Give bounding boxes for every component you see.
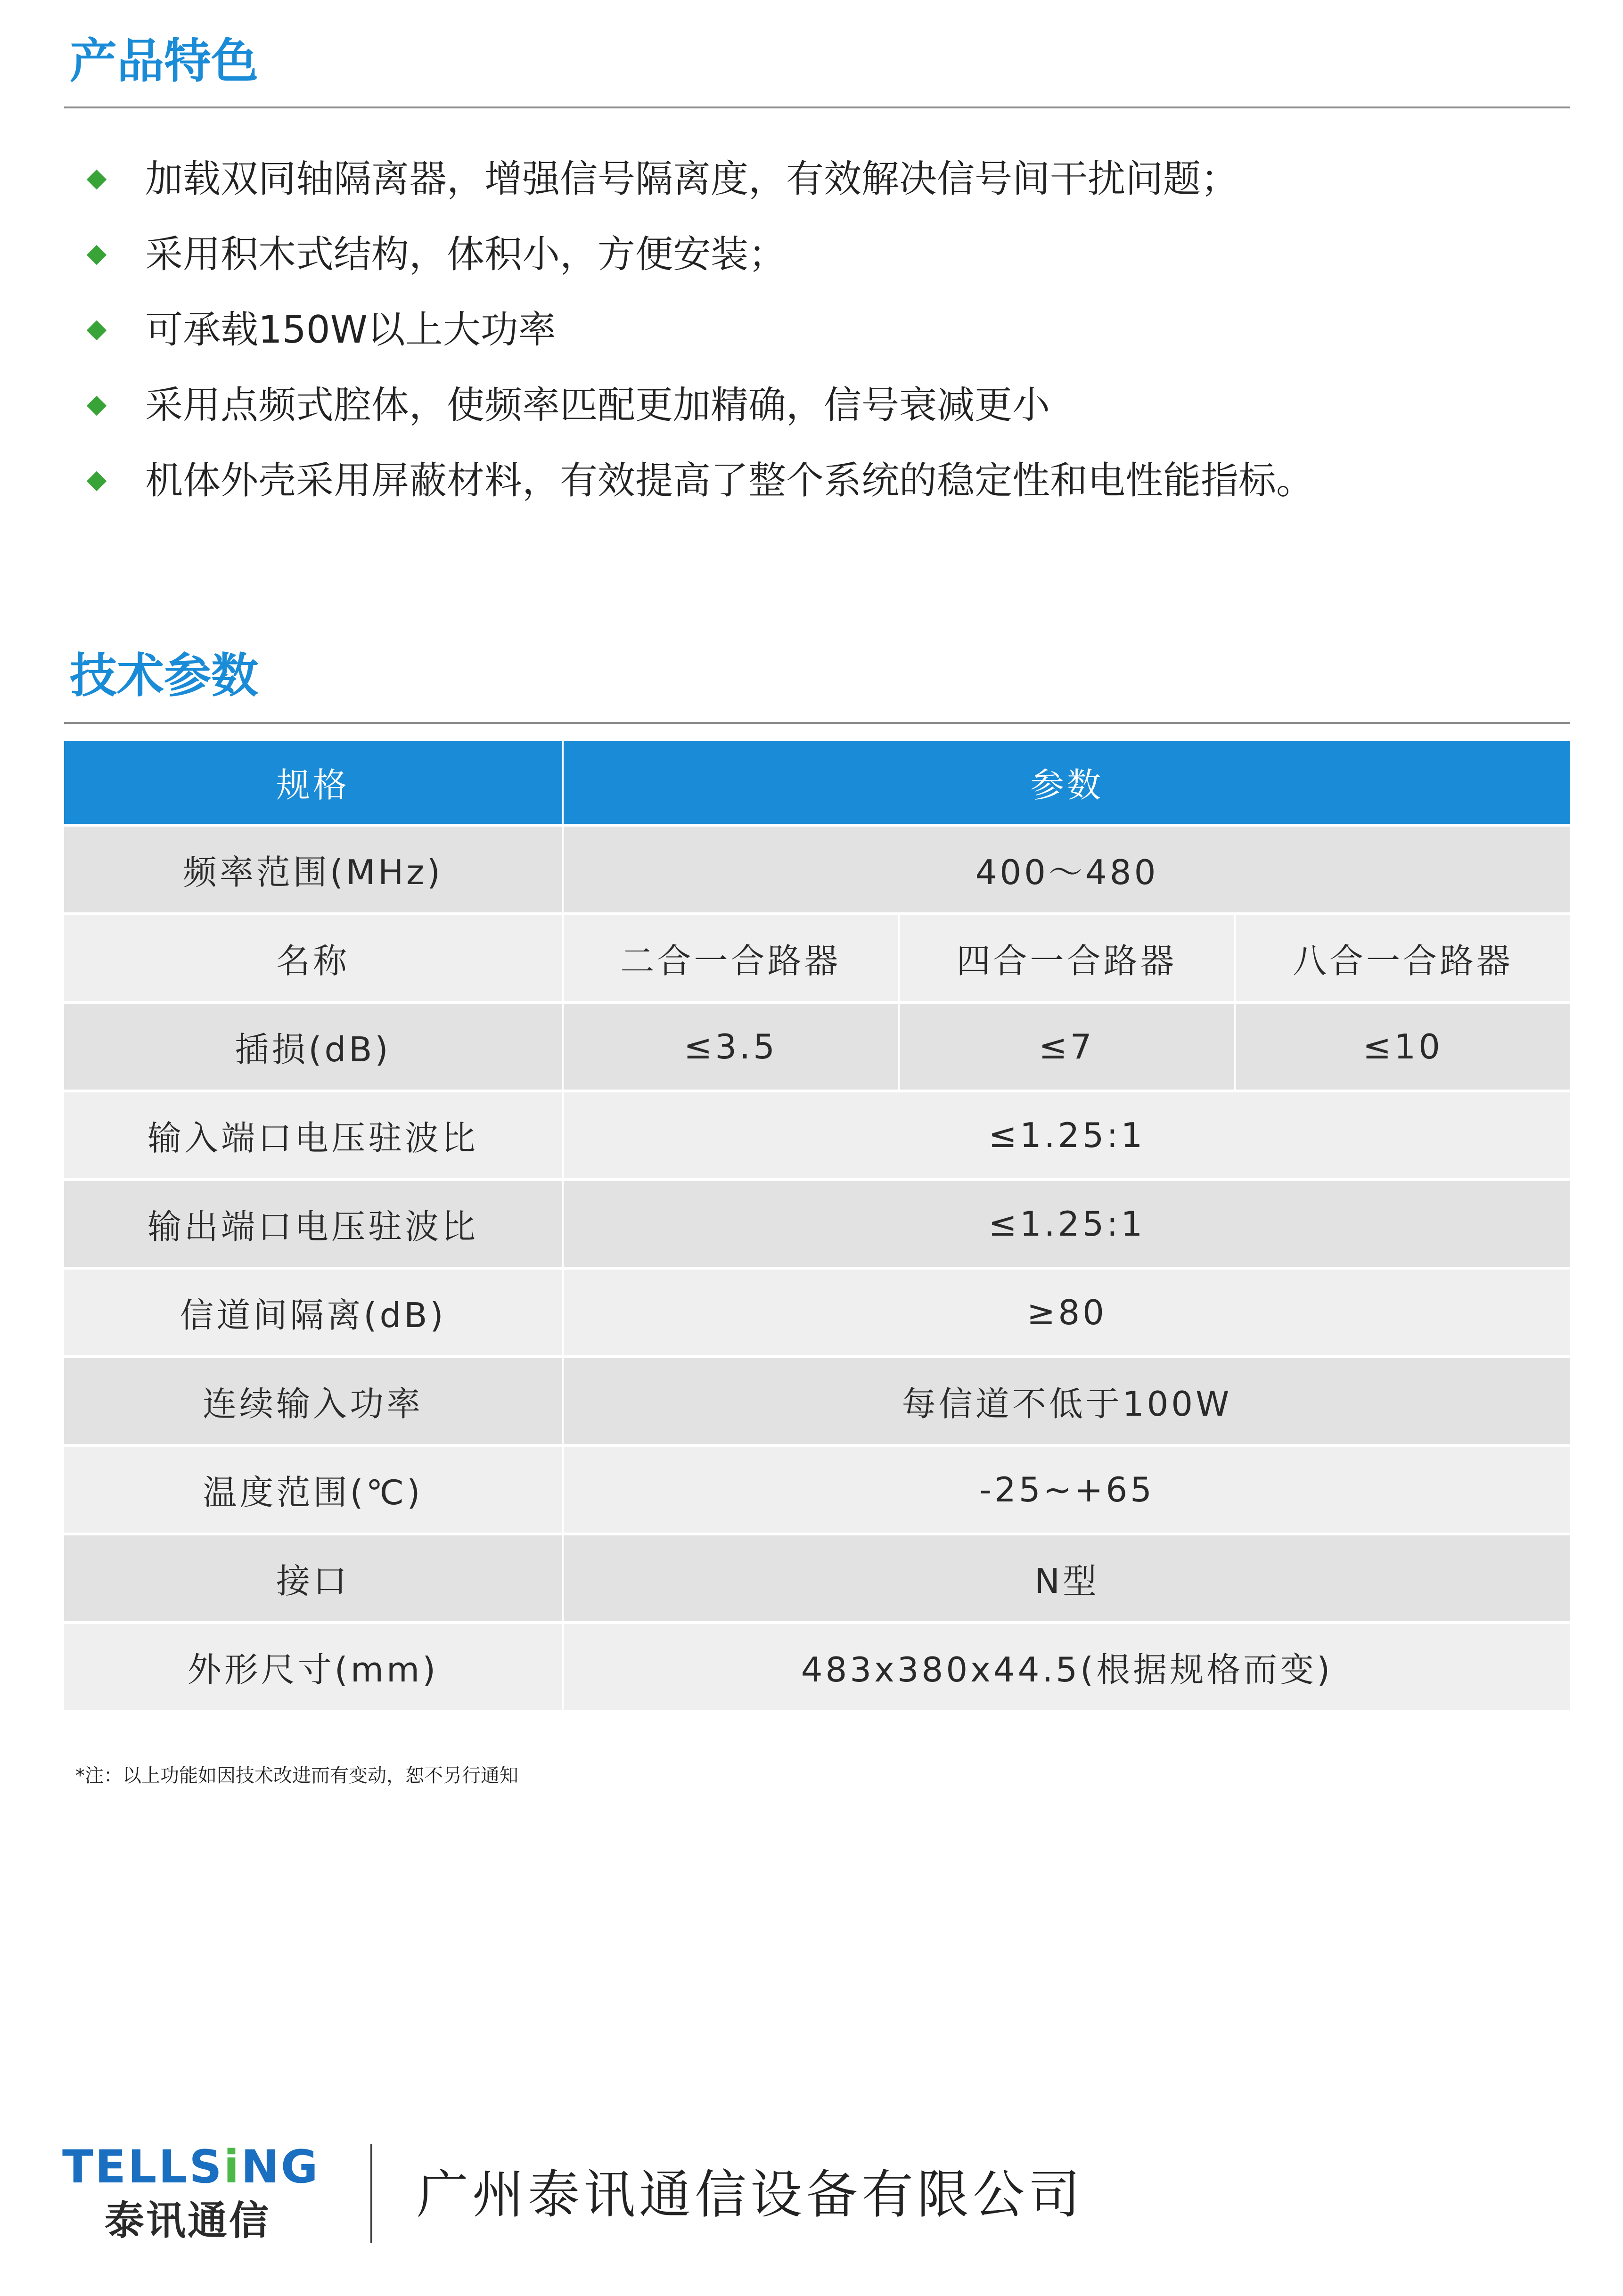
green-diamond-bullet-icon: [87, 320, 107, 340]
footer: [0, 2135, 1623, 2257]
green-diamond-bullet-icon: [87, 245, 107, 265]
row-label: 输入端口电压驻波比: [64, 1091, 563, 1180]
specs-title: 技术参数: [70, 648, 258, 703]
row-value: 400～480: [563, 825, 1570, 914]
row-label: 输出端口电压驻波比: [64, 1180, 563, 1268]
features-title-rule: [64, 107, 1570, 108]
row-value: N型: [563, 1534, 1570, 1623]
row-value: 483x380x44.5(根据规格而变): [563, 1623, 1570, 1711]
feature-item: [0, 377, 1623, 443]
feature-text: 采用积木式结构，体积小，方便安装；: [145, 232, 786, 276]
row-label: 名称: [64, 914, 563, 1002]
table-row: [64, 1091, 1570, 1180]
logo-chinese-name: 泰讯通信: [105, 2198, 271, 2244]
row-label: 外形尺寸(mm): [64, 1623, 563, 1711]
specs-title-rule: [64, 722, 1570, 724]
row-label: 信道间隔离(dB): [64, 1268, 563, 1357]
feature-text: 加载双同轴隔离器，增强信号隔离度，有效解决信号间干扰问题；: [145, 157, 1238, 201]
table-row: [64, 1357, 1570, 1445]
row-value: -25~+65: [563, 1445, 1570, 1534]
footer-divider: [370, 2144, 372, 2243]
feature-item: [0, 226, 1623, 292]
logo-text-accent: i: [223, 2140, 241, 2193]
row-label: 接口: [64, 1534, 563, 1623]
row-value: 八合一合路器: [1235, 914, 1570, 1002]
feature-item: [0, 302, 1623, 368]
row-value: ≤7: [899, 1002, 1235, 1091]
row-value: 四合一合路器: [899, 914, 1235, 1002]
table-row: [64, 1180, 1570, 1268]
table-row: [64, 1445, 1570, 1534]
table-row: [64, 1623, 1570, 1711]
row-value: ≤3.5: [563, 1002, 899, 1091]
row-value: ≤1.25:1: [563, 1091, 1570, 1180]
row-value: 每信道不低于100W: [563, 1357, 1570, 1445]
row-value: 二合一合路器: [563, 914, 899, 1002]
feature-text: 可承载150W以上大功率: [145, 308, 556, 352]
table-row: [64, 1268, 1570, 1357]
tellsing-logo: [62, 2140, 320, 2193]
spec-table-header: [64, 741, 1570, 825]
feature-item: [0, 452, 1623, 518]
footnote: *注：以上功能如因技术改进而有变动，恕不另行通知: [75, 1765, 518, 1787]
feature-text: 采用点频式腔体，使频率匹配更加精确，信号衰减更小: [145, 383, 1050, 427]
row-label: 插损(dB): [64, 1002, 563, 1091]
row-label: 温度范围(℃): [64, 1445, 563, 1534]
green-diamond-bullet-icon: [87, 170, 107, 189]
header-param: 参数: [563, 741, 1570, 825]
table-row: [64, 825, 1570, 914]
row-label: 频率范围(MHz): [64, 825, 563, 914]
table-row: [64, 1534, 1570, 1623]
company-name: 广州泰讯通信设备有限公司: [417, 2165, 1084, 2225]
row-value: ≤10: [1235, 1002, 1570, 1091]
feature-item: [0, 151, 1623, 217]
table-row: [64, 914, 1570, 1002]
feature-text: 机体外壳采用屏蔽材料，有效提高了整个系统的稳定性和电性能指标。: [145, 459, 1314, 502]
row-value: ≤1.25:1: [563, 1180, 1570, 1268]
row-value: ≥80: [563, 1268, 1570, 1357]
header-spec: 规格: [64, 741, 563, 825]
green-diamond-bullet-icon: [87, 396, 107, 416]
row-label: 连续输入功率: [64, 1357, 563, 1445]
spec-table: [64, 741, 1570, 1713]
green-diamond-bullet-icon: [87, 471, 107, 491]
logo-text-part: NG: [241, 2140, 320, 2193]
logo-text-part: TELLS: [62, 2140, 224, 2193]
features-title: 产品特色: [70, 33, 258, 89]
table-row: [64, 1002, 1570, 1091]
